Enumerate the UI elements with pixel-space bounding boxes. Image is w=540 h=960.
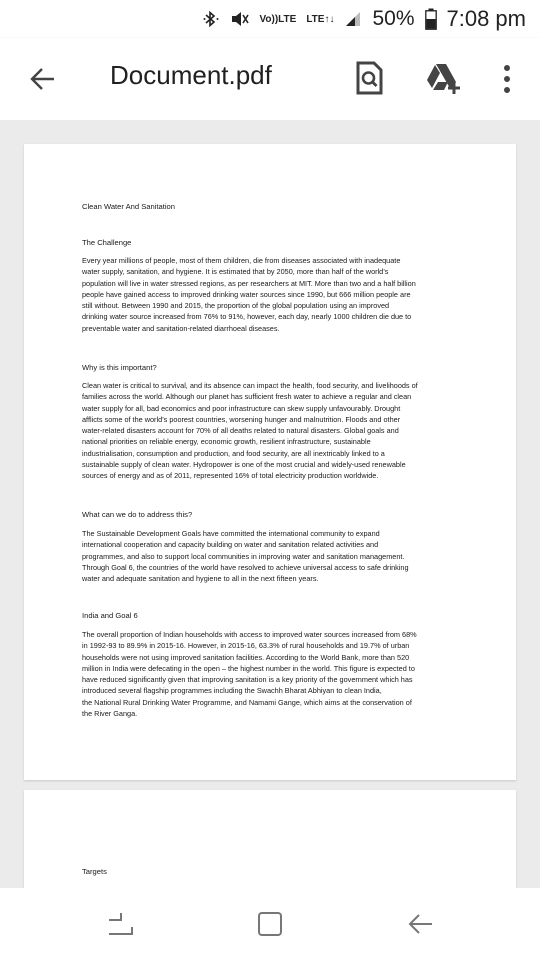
section-heading: Why is this important? [82, 363, 157, 372]
pdf-viewer[interactable] [0, 120, 540, 888]
text-line: preventable water and sanitation-related diarrhoeal diseases. [82, 323, 280, 333]
text-line: people have gained access to improved drinking water sources since 1990, but 666 million people are [82, 289, 411, 299]
text-line: programmes, and also to support local communities in improving water and sanitation management. [82, 551, 405, 561]
text-line: afflicts some of the world’s poorest countries, worsening hunger and malnutrition. Floods and other [82, 414, 401, 424]
text-line: in 1992-93 to 89.9% in 2015-16. However, in 2015-16, 63.3% of rural households and 19.7% of urban [82, 641, 410, 651]
volte-indicator [259, 15, 296, 24]
status-bar [0, 0, 540, 38]
text-line: the River Ganga. [82, 709, 138, 719]
section-body [82, 380, 460, 482]
recent-apps-button[interactable] [100, 908, 140, 940]
text-line: national priorities on reliable energy, economic growth, resilient infrastructure, sustainable [82, 437, 371, 447]
back-arrow-icon [406, 910, 434, 938]
section-heading: Targets [82, 867, 107, 876]
section-body [82, 528, 460, 584]
text-line: water supply, sanitation, and hygiene. It is estimated that by 2050, more than half of the world’s [82, 267, 389, 277]
arrow-left-icon [30, 66, 56, 92]
text-line: sustainable supply of clean water. Hydropower is one of the most crucial and widely-used renewable [82, 460, 406, 470]
text-line: The overall proportion of Indian households with access to improved water sources increased from 68% [82, 630, 417, 639]
text-line: still without. Between 1990 and 2015, the proportion of the global population using an improved [82, 301, 390, 311]
pdf-page-1 [24, 144, 516, 780]
system-back-button[interactable] [400, 908, 440, 940]
back-button[interactable] [26, 62, 60, 96]
text-line: families across the world. Although our planet has sufficient fresh water to achieve a regular and clean [82, 392, 412, 402]
document-heading: Clean Water And Sanitation [82, 202, 176, 211]
more-vert-icon-dot [504, 76, 510, 82]
text-line: population will live in water stressed regions, as per researchers at MIT. More than two and a half billion [82, 278, 416, 288]
lte-indicator [306, 15, 334, 24]
text-line: drinking water source increased from 76% to 91%, however, each day, nearly 1000 children die due to [82, 312, 412, 322]
add-to-drive-icon [424, 60, 464, 96]
section-heading: India and Goal 6 [82, 611, 138, 620]
text-line: international cooperation and capacity building on water and sanitation related activities and [82, 540, 379, 550]
clock: 7:08 pm [446, 6, 526, 31]
text-line: industrialisation, consumption and production, and food security, are all inextricably linked to a [82, 448, 385, 458]
text-line: have reduced significantly given that improving sanitation is a key priority of the government which has [82, 675, 413, 685]
text-line: households were not using improved sanitation facilities. According to the World Bank, more than 520 [82, 652, 410, 662]
text-line: the National Rural Drinking Water Programme, and Namami Gange, which aims at the conservation of [82, 697, 412, 707]
section-heading: What can we do to address this? [82, 510, 193, 519]
recent-apps-icon [106, 910, 134, 938]
mute-icon [229, 10, 249, 28]
volte-bottom: LTE [278, 13, 297, 25]
app-bar [0, 38, 540, 120]
text-line: Every year millions of people, most of them children, die from diseases associated with inadequate [82, 256, 401, 265]
more-options-button[interactable] [494, 60, 520, 98]
home-button[interactable] [250, 908, 290, 940]
navigation-bar [0, 888, 540, 960]
pdf-page-2 [24, 790, 516, 888]
find-in-document-icon [352, 60, 386, 96]
lte-bottom: ↑↓ [324, 13, 335, 25]
home-icon [256, 910, 284, 938]
text-line: Clean water is critical to survival, and its absence can impact the health, food security, and livelihoods of [82, 381, 418, 390]
bluetooth-icon [203, 10, 219, 28]
text-line: introduced several flagship programmes including the Swachh Bharat Abhiyan to clean India, [82, 686, 382, 696]
section-heading: The Challenge [82, 238, 132, 247]
text-line: million in India were defecating in the open – the highest number in the world. This figure is expected to [82, 663, 415, 673]
volte-top: Vo)) [259, 13, 279, 25]
more-vert-icon-dot [504, 87, 510, 93]
battery-icon [425, 8, 437, 30]
add-to-drive-button[interactable] [424, 60, 464, 96]
text-line: sources of energy and as of 2011, represented 16% of total electricity production worldwide. [82, 471, 379, 481]
signal-icon [344, 10, 362, 28]
section-body [82, 629, 460, 719]
find-in-document-button[interactable] [352, 60, 386, 96]
text-line: water-related disasters account for 70% of all deaths related to natural disasters. Global goals and [82, 426, 399, 436]
more-vert-icon-dot [504, 65, 510, 71]
lte-top: LTE [306, 13, 325, 25]
document-title: Document.pdf [110, 60, 272, 90]
text-line: water supply for all, bad economics and poor infrastructure can skew supply unfavourably. Drought [82, 403, 401, 413]
text-line: Through Goal 6, the countries of the world have resolved to achieve universal access to safe drinking [82, 562, 409, 572]
text-line: The Sustainable Development Goals have committed the international community to expand [82, 529, 380, 538]
battery-percent: 50% [372, 7, 415, 30]
text-line: water and adequate sanitation and hygiene to all in the next fifteen years. [82, 574, 319, 584]
section-body [82, 255, 460, 334]
